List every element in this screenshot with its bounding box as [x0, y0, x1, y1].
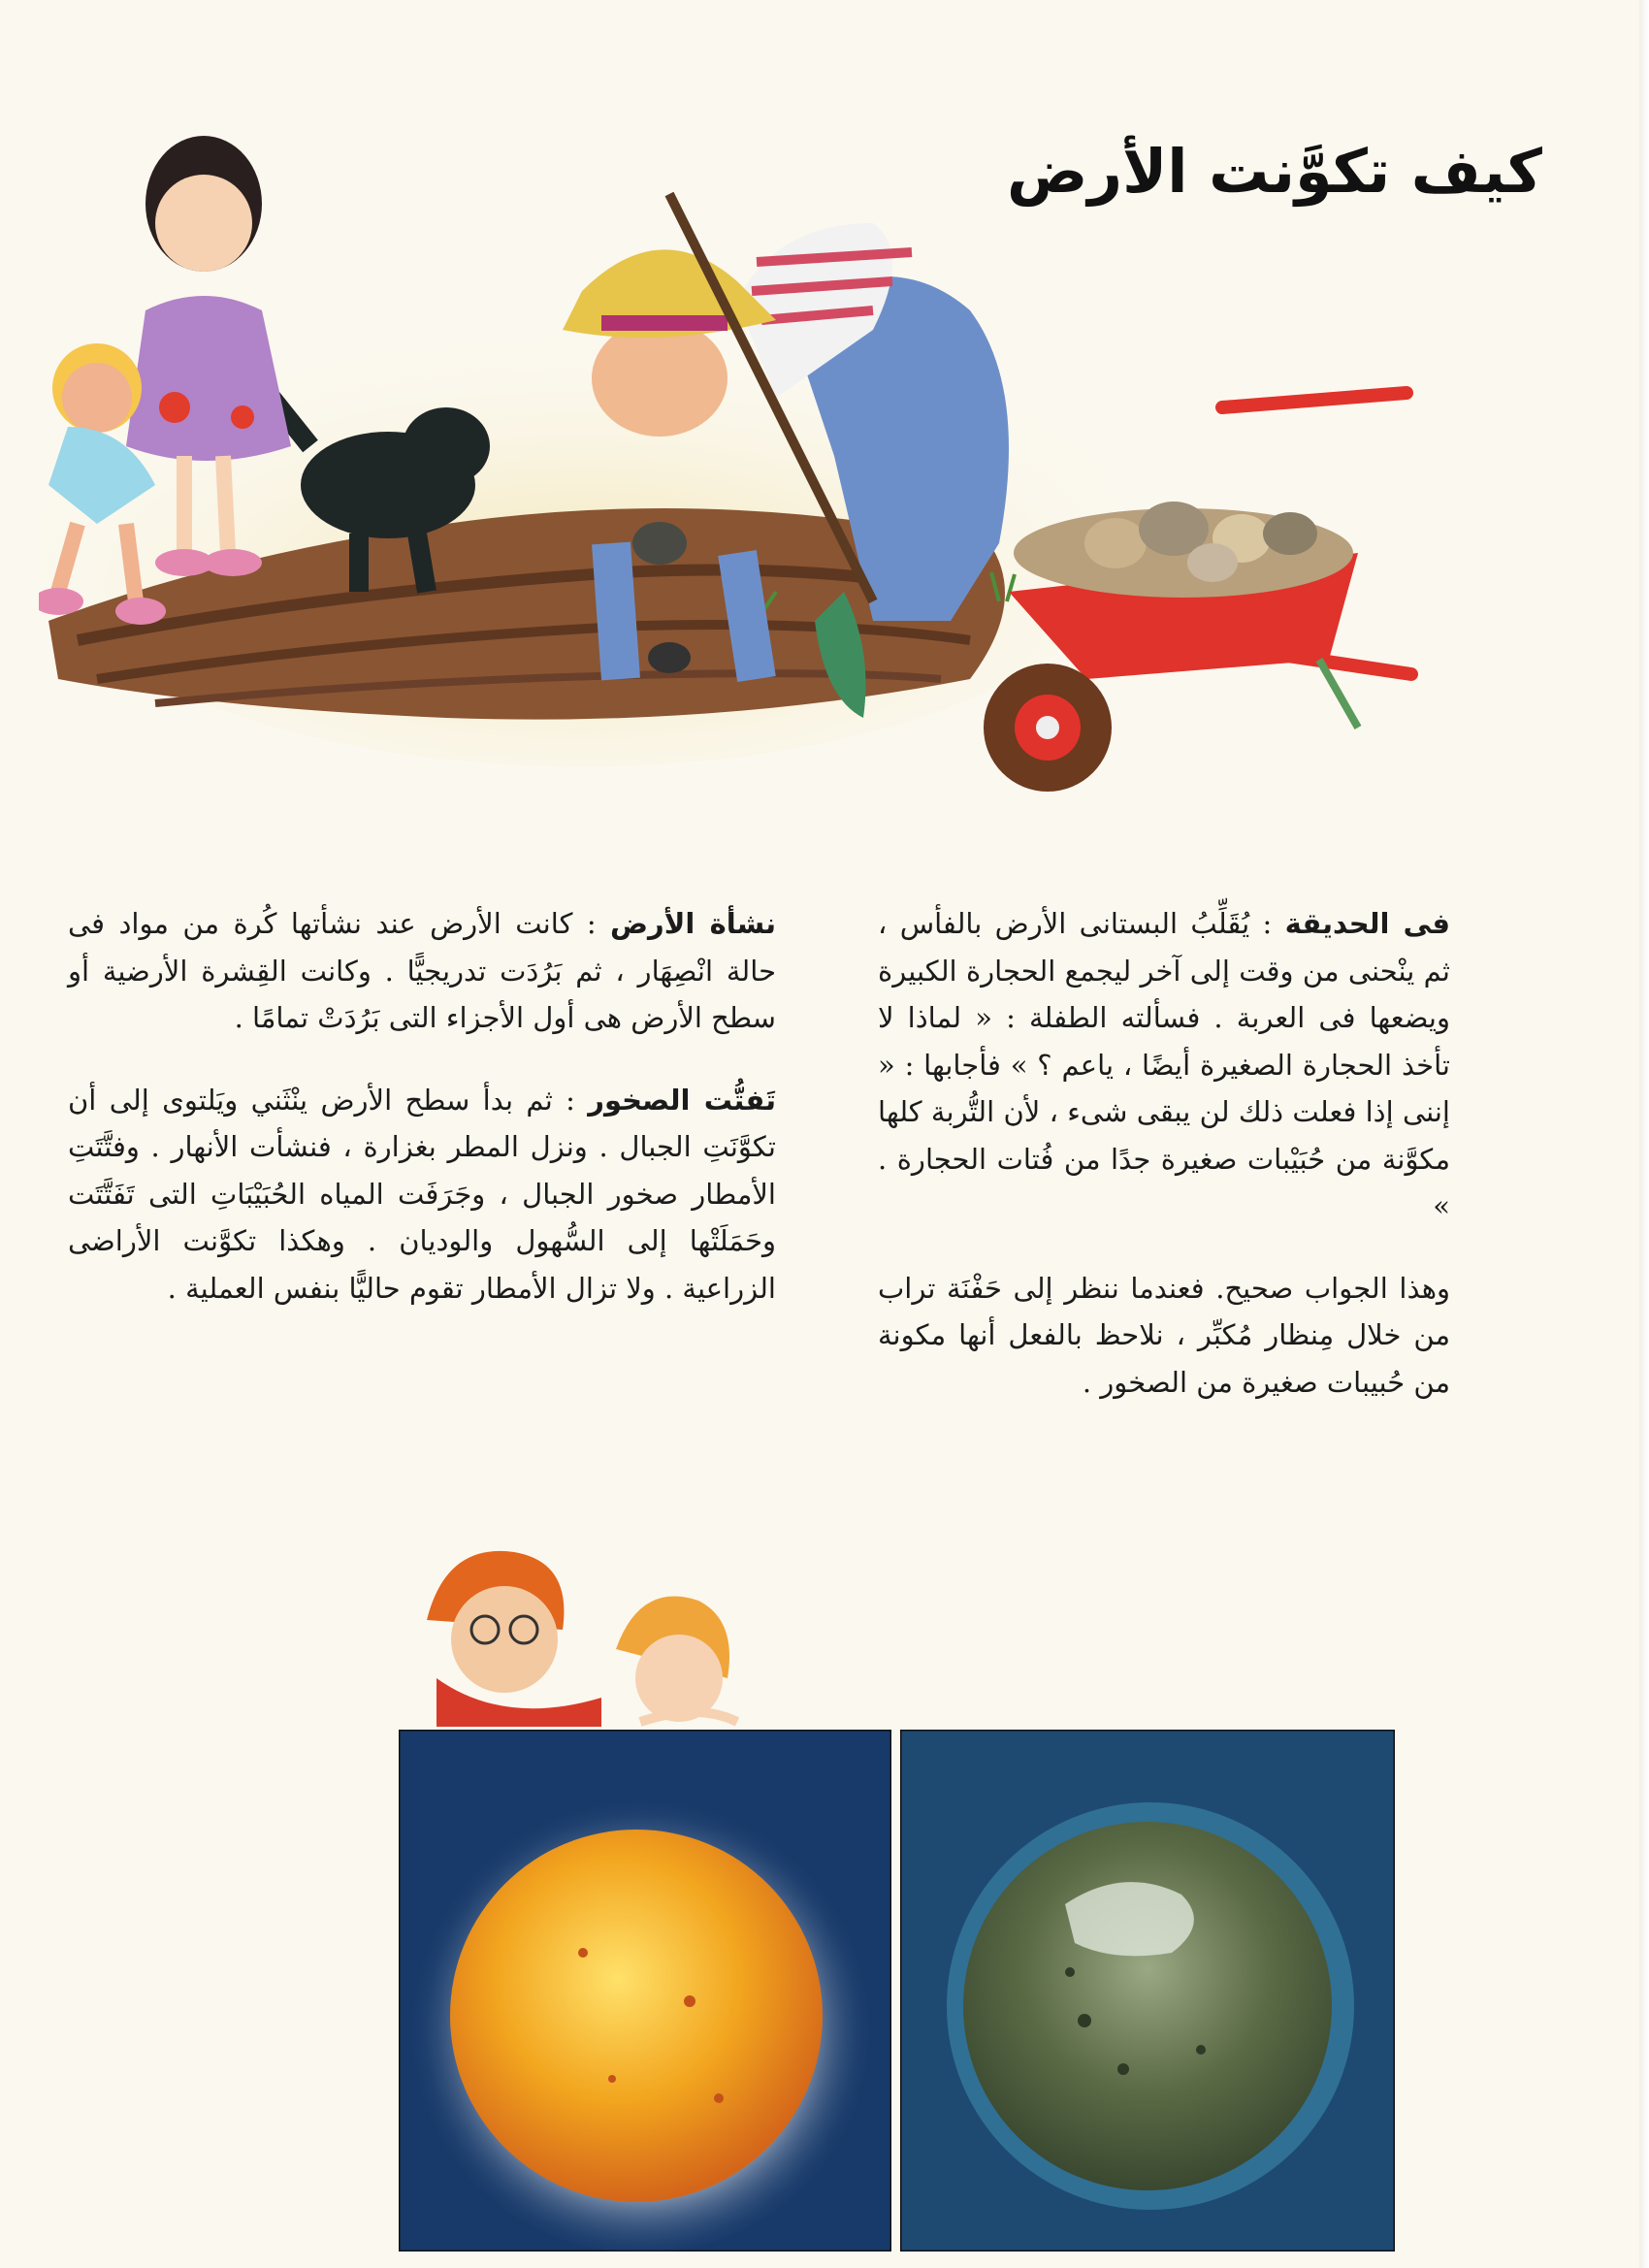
origin-heading: نشأة الأرض — [610, 907, 776, 940]
cooled-earth — [963, 1822, 1332, 2190]
answer-paragraph — [878, 1265, 1450, 1407]
origin-paragraph — [68, 900, 776, 1042]
answer-text: وهذا الجواب صحيح. فعندما ننظر إلى حَفْنَة تراب من خلال مِنظار مُكبِّر ، نلاحظ بالفعل أنها مكونة من حُبيبات صغيرة من الصخور . — [878, 1271, 1450, 1399]
garden-paragraph — [878, 900, 1450, 1230]
garden-illustration — [39, 136, 1436, 873]
right-column — [878, 900, 1450, 1441]
boy-face — [451, 1586, 558, 1693]
page-edge — [1639, 0, 1649, 2268]
page-title: كيف تكوَّنت الأرض — [1006, 136, 1542, 207]
erosion-heading: تَفتُّت الصخور — [588, 1083, 777, 1117]
molten-earth — [450, 1830, 823, 2202]
children-illustration — [407, 1533, 795, 1727]
stone — [632, 522, 687, 565]
cooled-earth-panel — [900, 1730, 1395, 2252]
garden-text: : يُقَلِّبُ البستانى الأرض بالفأس ، ثم ينْحنى من وقت إلى آخر ليجمع الحجارة الكبيرة ويضعها فى العربة . فسألته الطفلة : « لماذا لا تأخذ الحجارة الصغيرة أيضًا ، ياعم ؟ » فأجابها : « إننى إذا فعلت ذلك لن يبقى شىء ، لأن التُّربة كلها مكوَّنة من حُبَيْبات صغيرة جدًا من فُتات الحجارة . » — [878, 907, 1450, 1222]
molten-earth-panel — [399, 1730, 891, 2252]
left-column — [68, 900, 776, 1346]
origin-text: : كانت الأرض عند نشأتها كُرة من مواد فى حالة انْصِهَار ، ثم بَرُدَت تدريجيًّا . وكانت القِشرة الأرضية أو سطح الأرض هى أول الأجزاء التى بَرُدَتْ تمامًا . — [68, 907, 776, 1034]
erosion-paragraph — [68, 1077, 776, 1312]
erosion-text: : ثم بدأ سطح الأرض ينْثَني ويَلتوى إلى أن تكوَّنَتِ الجبال . ونزل المطر بغزارة ، فنشأت الأنهار . وفتَّتَتِ الأمطار صخور الجبال ، وجَرَفَت المياه الحُبَيْبَاتِ التى تَفَتَّتَت وحَمَلَتْها إلى السُّهول والوديان . وهكذا تكوَّنت الأراضى الزراعية . ولا تزال الأمطار تقوم حاليًّا بنفس العملية . — [68, 1083, 776, 1305]
garden-heading: فى الحديقة — [1284, 907, 1450, 940]
stone — [648, 642, 691, 673]
